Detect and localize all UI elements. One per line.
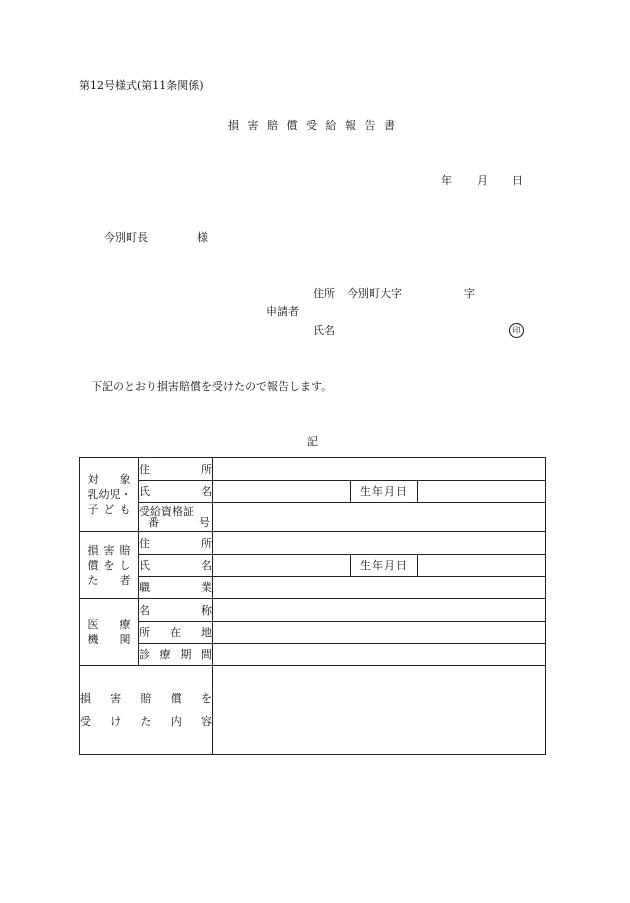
treatment-period-input[interactable] (213, 644, 546, 666)
facility-location-input[interactable] (213, 622, 546, 644)
payer-name-input[interactable] (213, 555, 351, 577)
title-char: 書 (384, 119, 395, 132)
group-line: 乳 幼 児 ・ (87, 488, 132, 501)
facility-name-input[interactable] (213, 599, 546, 622)
ki-label: 記 (307, 435, 318, 448)
group-payer (80, 532, 139, 599)
compensation-details-input[interactable] (213, 666, 546, 755)
report-table (79, 457, 546, 755)
field-label-child-name: 氏 名 (139, 481, 213, 503)
field-label-occupation: 職 業 (139, 577, 213, 599)
child-address-input[interactable] (213, 458, 546, 481)
group-line: 医 療 (87, 618, 131, 631)
address-value: 今別町大字 (347, 287, 402, 300)
name-label: 氏名 (313, 324, 335, 337)
label-line: 損 害 賠 償 を (80, 692, 212, 705)
field-label-facility-name: 名 称 (139, 599, 213, 622)
date-day-label: 日 (512, 174, 523, 187)
cert-number-input[interactable] (213, 503, 546, 532)
occupation-input[interactable] (213, 577, 546, 599)
child-name-input[interactable] (213, 481, 351, 503)
field-label-payer-name: 氏 名 (139, 555, 213, 577)
addressee-name: 今別町長 (104, 231, 148, 244)
title-char: 損 (228, 119, 239, 132)
form-number: 第12号様式(第11条関係) (79, 79, 204, 92)
field-label-payer-address: 住 所 (139, 532, 213, 555)
document-title (228, 120, 395, 131)
group-line: た 者 (87, 573, 131, 587)
title-char: 給 (325, 119, 337, 132)
group-line: 損 害 賠 (87, 543, 131, 557)
seal-icon: 印 (509, 323, 524, 338)
child-birthdate-input[interactable] (418, 481, 546, 503)
field-label-cert-number: 受給資格証 番 号 (139, 503, 213, 532)
field-label-compensation-details (80, 666, 213, 755)
field-label-treatment-period: 診 療 期 間 (139, 644, 213, 666)
date-year-label: 年 (441, 174, 452, 187)
title-char: 害 (247, 119, 259, 132)
title-char: 受 (306, 119, 317, 132)
title-char: 賠 (267, 119, 278, 132)
field-label-facility-location: 所 在 地 (139, 622, 213, 644)
applicant-label: 申請者 (266, 305, 299, 318)
payer-address-input[interactable] (213, 532, 546, 555)
group-line: 子 ど も (87, 503, 131, 516)
group-line: 対 象 (87, 473, 131, 486)
address-label: 住所 (313, 287, 335, 300)
aza-label: 字 (464, 287, 475, 300)
title-char: 報 (345, 119, 356, 132)
payer-birthdate-label: 生年月日 (351, 555, 418, 577)
date-month-label: 月 (477, 174, 488, 187)
statement-text: 下記のとおり損害賠償を受けたので報告します。 (91, 380, 333, 393)
payer-birthdate-input[interactable] (418, 555, 546, 577)
label-line: 受 け た 内 容 (80, 715, 212, 728)
field-label-child-address: 住 所 (139, 458, 213, 481)
addressee-honorific: 様 (197, 231, 208, 244)
seal-mark (509, 323, 524, 338)
group-line: 償 を し (87, 558, 131, 572)
group-child (80, 458, 139, 532)
group-medical (80, 599, 139, 666)
group-line: 機 関 (87, 633, 131, 646)
title-char: 償 (286, 119, 298, 132)
child-birthdate-label: 生年月日 (351, 481, 418, 503)
title-char: 告 (364, 119, 376, 132)
